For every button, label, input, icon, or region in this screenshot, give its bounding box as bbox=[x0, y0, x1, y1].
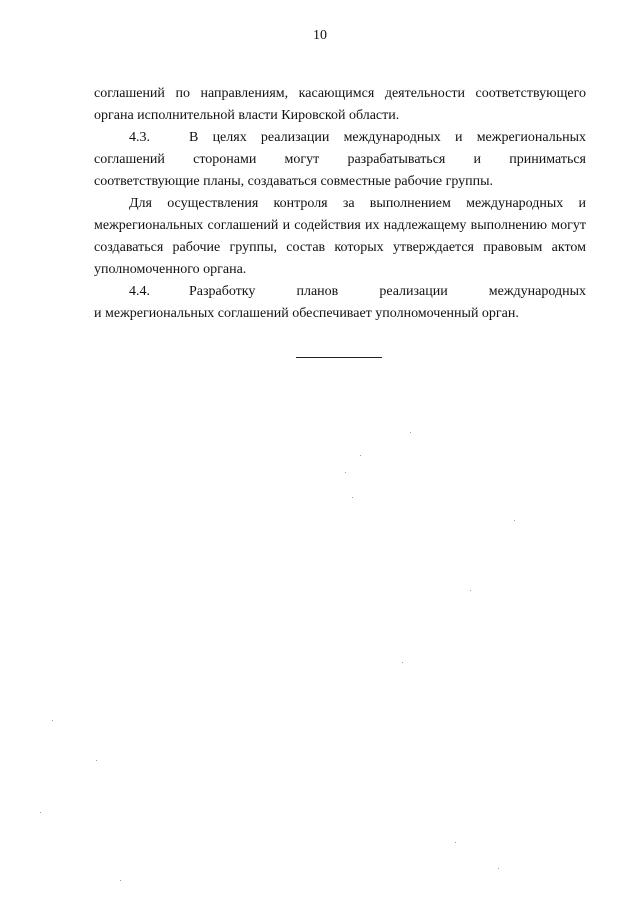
paragraph-4-3-line-3: соответствующие планы, создаваться совместные рабочие группы. bbox=[94, 174, 494, 189]
scan-speck bbox=[352, 497, 353, 498]
scan-speck bbox=[514, 520, 515, 521]
document-body bbox=[94, 83, 586, 325]
scan-speck bbox=[455, 842, 456, 843]
clause-4-4-first-line-text: Разработку планов реализации международных bbox=[189, 284, 586, 299]
paragraph-4-3-line-2: соглашений сторонами могут разрабатываться и приниматься bbox=[94, 152, 586, 167]
paragraph-4-4-line-2: и межрегиональных соглашений обеспечивает уполномоченный орган. bbox=[94, 306, 519, 321]
scan-speck bbox=[360, 455, 361, 456]
paragraph-continuation-line-1: соглашений по направлениям, касающимся деятельности соответствующего bbox=[94, 86, 586, 101]
scan-speck bbox=[40, 812, 41, 813]
clause-4-3-first-line-text: В целях реализации международных и межрегиональных bbox=[189, 130, 586, 145]
scan-speck bbox=[96, 760, 97, 761]
paragraph-4-3-first-line bbox=[94, 127, 586, 149]
paragraph-control: Для осуществления контроля за выполнением международных и межрегиональных соглашений и содействия их надлежащему выполнению могут создаваться рабочие группы, состав которых утверждается правовым актом уполномоченного органа. bbox=[94, 196, 586, 277]
clause-number-4-3: 4.3. bbox=[129, 130, 150, 145]
paragraph-4-4-first-line bbox=[94, 281, 586, 303]
scan-speck bbox=[120, 880, 121, 881]
scan-speck bbox=[402, 662, 403, 663]
scan-speck bbox=[410, 432, 411, 433]
end-of-text-separator bbox=[296, 357, 382, 358]
paragraph-continuation-line-2: органа исполнительной власти Кировской области. bbox=[94, 108, 400, 123]
page-number: 10 bbox=[313, 28, 327, 43]
scan-speck bbox=[345, 472, 346, 473]
clause-number-4-4: 4.4. bbox=[129, 284, 150, 299]
scan-speck bbox=[52, 720, 53, 721]
scan-speck bbox=[470, 590, 471, 591]
scan-speck bbox=[498, 868, 499, 869]
